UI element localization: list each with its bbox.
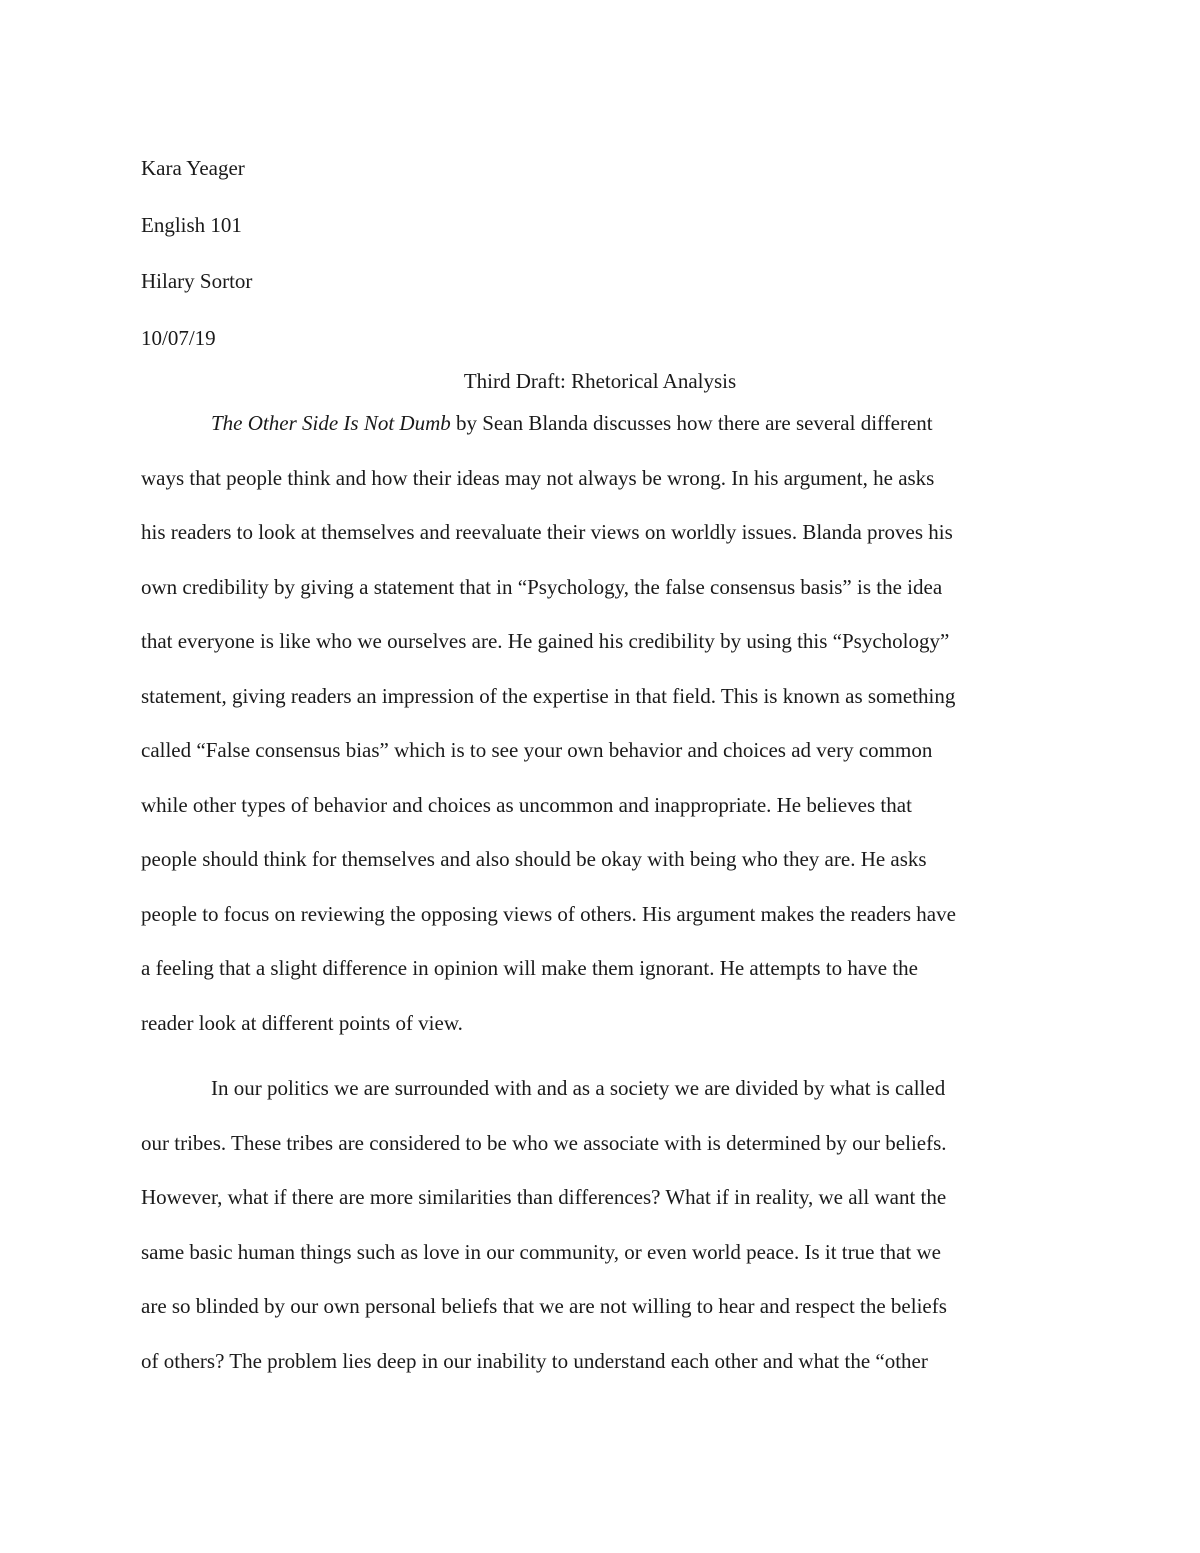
paragraph-line: people should think for themselves and also should be okay with being who they are. He asks [141,847,927,871]
paragraph-line [141,405,1071,460]
paragraph-line: own credibility by giving a statement that in “Psychology, the false consensus basis” is the idea [141,574,943,599]
paragraph-line: a feeling that a slight difference in opinion will make them ignorant. He attempts to have the [141,956,918,980]
paragraph-line: called “False consensus bias” which is to see your own behavior and choices ad very common [141,738,933,762]
paragraph-line: However, what if there are more similarities than differences? What if in reality, we all want the [141,1185,947,1209]
paragraph-1 [141,405,1071,1059]
header-block [141,140,1041,366]
paragraph-line: are so blinded by our own personal beliefs that we are not willing to hear and respect the beliefs [141,1294,947,1318]
article-title: The Other Side Is Not Dumb [211,411,451,435]
paragraph-text: by Sean Blanda discusses how there are several different [450,411,933,435]
paragraph-line: of others? The problem lies deep in our inability to understand each other and what the “other [141,1348,928,1373]
paragraph-line: ways that people think and how their ideas may not always be wrong. In his argument, he asks [141,465,935,490]
paragraph-line: that everyone is like who we ourselves are. He gained his credibility by using this “Psychology” [141,629,950,653]
instructor-name: Hilary Sortor [141,269,253,293]
paragraph-line: his readers to look at themselves and reevaluate their views on worldly issues. Blanda proves his [141,520,953,544]
document-title: Third Draft: Rhetorical Analysis [463,369,737,393]
paragraph-line: our tribes. These tribes are considered to be who we associate with is determined by our beliefs. [141,1130,947,1155]
author-name: Kara Yeager [141,156,245,180]
paragraph-line: while other types of behavior and choices as uncommon and inappropriate. He believes that [141,792,912,817]
paragraph-2 [141,1070,1071,1397]
course-name: English 101 [141,212,242,237]
paragraph-line: In our politics we are surrounded with and as a society we are divided by what is called [211,1076,946,1100]
paragraph-line: same basic human things such as love in our community, or even world peace. Is it true that we [141,1239,941,1264]
paragraph-line: people to focus on reviewing the opposing views of others. His argument makes the readers have [141,901,956,926]
paragraph-line: statement, giving readers an impression of the expertise in that field. This is known as something [141,683,956,708]
paragraph-line: reader look at different points of view. [141,1010,463,1035]
date: 10/07/19 [141,325,216,350]
